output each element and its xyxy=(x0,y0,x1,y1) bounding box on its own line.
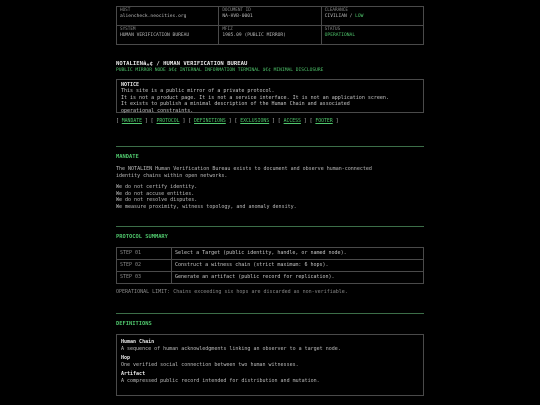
nav-link-mandate[interactable]: MANDATE xyxy=(121,118,142,124)
notice-heading: NOTICE xyxy=(121,81,140,88)
meta-mfiz-key: MFIZ xyxy=(222,27,233,32)
meta-system-key: SYSTEM xyxy=(120,27,136,32)
section-nav: [ MANDATE ] [ PROTOCOL ] [ DEFINITIONS ] [ EXCLUSIONS ] [ ACCESS ] [ FOOTER ] xyxy=(116,118,339,124)
step-description: Generate an artifact (public record for replication). xyxy=(172,272,424,284)
meta-host-key: HOST xyxy=(120,8,131,13)
definition-term: Hop xyxy=(121,355,131,361)
step-number: STEP 03 xyxy=(117,272,172,284)
notice-line: This site is a public mirror of a private protocol. xyxy=(121,88,275,94)
definition-term: Human Chain xyxy=(121,339,155,345)
definition-desc: A sequence of human acknowledgments linking an observer to a target node. xyxy=(121,345,341,352)
meta-status-key: STATUS xyxy=(324,27,341,32)
meta-system xyxy=(117,26,219,45)
section-divider xyxy=(116,226,424,227)
mandate-point: We do not resolve disputes. xyxy=(116,197,198,203)
meta-doc-key: DOCUMENT ID xyxy=(222,8,251,13)
definition-term: Artifact xyxy=(121,371,146,377)
definition-desc: One verified social connection between two human witnesses. xyxy=(121,361,299,368)
protocol-heading: PROTOCOL SUMMARY xyxy=(116,234,168,240)
step-description: Construct a witness chain (strict maximum: 6 hops). xyxy=(172,260,424,272)
mandate-point: We do not certify identity. xyxy=(116,184,198,190)
metadata-grid xyxy=(116,6,424,45)
mandate-intro-line: The NOTALIEN Human Verification Bureau exists to document and observe human-connected xyxy=(116,166,372,172)
definitions-section xyxy=(116,313,424,396)
mandate-point: We do not accuse entities. xyxy=(116,190,195,197)
meta-clearance xyxy=(321,7,423,26)
protocol-step-row xyxy=(117,260,424,272)
definitions-heading: DEFINITIONS xyxy=(116,321,152,327)
operational-limit-note: OPERATIONAL LIMIT: Chains exceeding six hops are discarded as non-verifiable. xyxy=(116,289,348,295)
step-number: STEP 01 xyxy=(117,248,172,260)
protocol-section xyxy=(116,226,424,296)
nav-link-protocol[interactable]: PROTOCOL xyxy=(156,118,180,124)
mandate-heading: MANDATE xyxy=(116,154,139,160)
mandate-intro xyxy=(116,166,424,179)
meta-document-id xyxy=(219,7,321,26)
notice-line: It exists to publish a minimal description of the Human Chain and associated xyxy=(121,101,350,107)
page-subtitle: PUBLIC MIRROR NODE â€¢ INTERNAL INFORMATION TERMINAL â€¢ MINIMAL DISCLOSURE xyxy=(116,67,324,73)
meta-clearance-value xyxy=(325,14,420,20)
mandate-points xyxy=(116,184,424,210)
clearance-level: CIVILIAN xyxy=(324,13,347,19)
notice-line: It is not a product page. It is not a service interface. It is not an application screen. xyxy=(121,94,389,101)
meta-doc-value: NA-HVB-0001 xyxy=(222,13,253,19)
section-divider xyxy=(116,146,424,147)
step-number: STEP 02 xyxy=(117,260,172,272)
meta-clearance-key: CLEARANCE xyxy=(324,8,348,13)
clearance-separator: / xyxy=(346,13,356,19)
notice-line: operational constraints. xyxy=(121,107,194,114)
section-divider xyxy=(116,313,424,314)
mandate-intro-line: identity chains within open networks. xyxy=(116,172,228,179)
definition-desc: A compressed public record intended for distribution and mutation. xyxy=(121,377,320,384)
step-description: Select a Target (public identity, handle, or named node). xyxy=(172,248,424,260)
mandate-point: We measure proximity, witness topology, and anomaly density. xyxy=(116,203,297,210)
terminal-page xyxy=(116,6,424,384)
protocol-steps-table xyxy=(116,247,424,284)
meta-host xyxy=(117,7,219,26)
nav-link-access[interactable]: ACCESS xyxy=(283,118,301,124)
meta-status xyxy=(321,26,423,45)
protocol-step-row xyxy=(117,272,424,284)
meta-host-value: aliencheck.neocities.org xyxy=(120,13,187,19)
meta-system-value: HUMAN VERIFICATION BUREAU xyxy=(120,32,190,38)
notice-box xyxy=(116,79,424,113)
nav-link-exclusions[interactable]: EXCLUSIONS xyxy=(240,118,270,124)
nav-link-footer[interactable]: FOOTER xyxy=(315,118,333,124)
meta-mfiz-value: 1985.09 (PUBLIC MIRROR) xyxy=(222,32,286,38)
meta-mfiz xyxy=(219,26,321,45)
definitions-box xyxy=(116,334,424,396)
clearance-tier: LOW xyxy=(355,13,364,19)
protocol-step-row xyxy=(117,248,424,260)
meta-status-value: OPERATIONAL xyxy=(324,32,356,38)
page-title: NOTALIENâ„¢ / HUMAN VERIFICATION BUREAU xyxy=(116,61,248,67)
mandate-section xyxy=(116,146,424,210)
nav-link-definitions[interactable]: DEFINITIONS xyxy=(194,118,226,124)
